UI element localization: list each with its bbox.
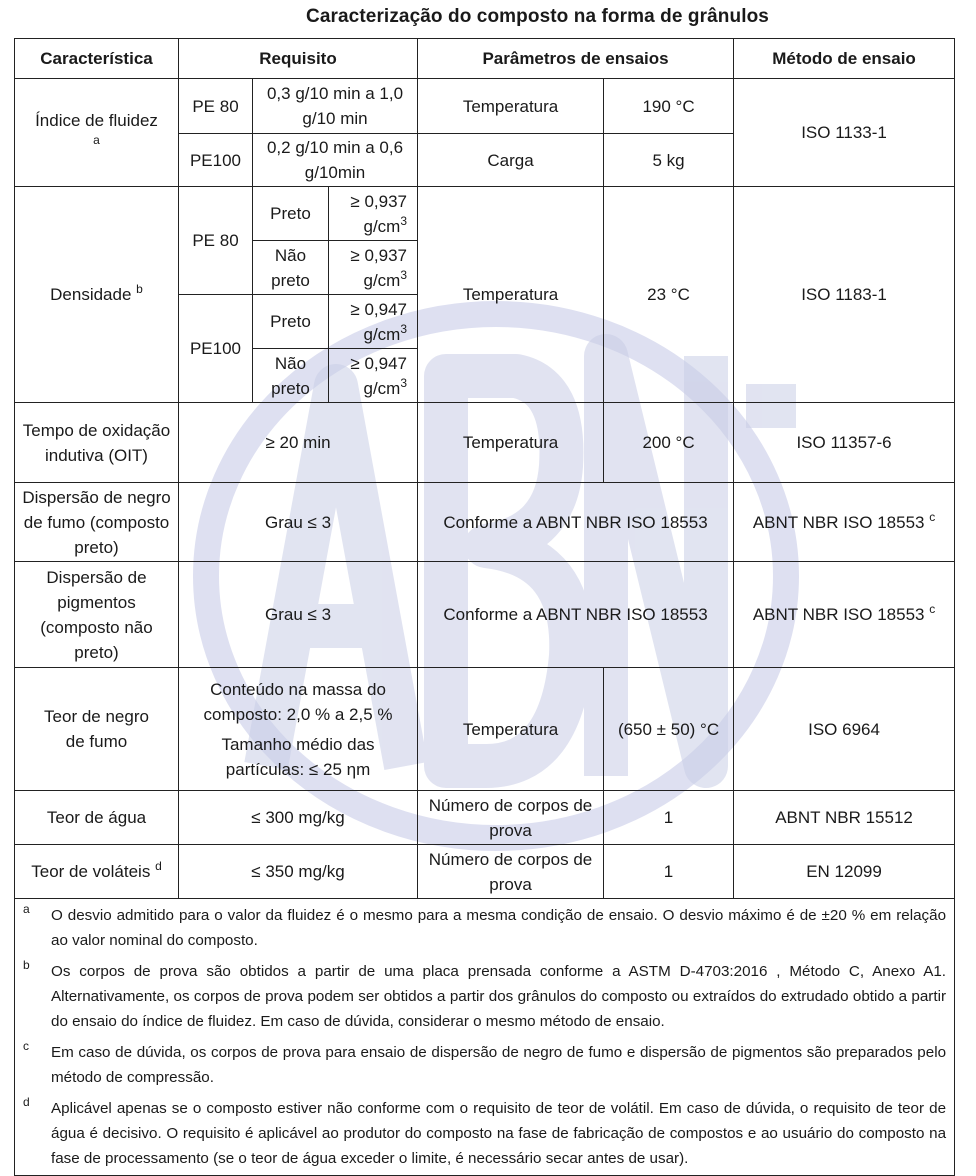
req-teor-negro-particulas: Tamanho médio das partículas: ≤ 25 ηm: [221, 734, 375, 779]
param-value-corpos-prova: 1: [604, 791, 734, 845]
footnote-b: b Os corpos de prova são obtidos a partir de uma placa prensada conforme a ASTM D-4703:2016 , Método C, Anexo A1. Alternativamente, os corpos de prova podem ser obtidos a partir dos grânulos do composto ou extraídos do extrudado obtido a partir do ensaio do índice de fluidez. Em caso de dúvida, considerar o mesmo método de ensaio.: [23, 958, 947, 1030]
table-row: [15, 845, 955, 899]
param-temperatura: Temperatura: [418, 79, 604, 134]
method-teor-agua: ABNT NBR 15512: [734, 791, 955, 845]
method-teor-negro-fumo: ISO 6964: [734, 668, 955, 791]
table-row: [15, 562, 955, 668]
param-value-corpos-prova: 1: [604, 845, 734, 899]
param-dispersao-negro-fumo: Conforme a ABNT NBR ISO 18553: [418, 483, 734, 562]
param-value-temperatura: (650 ± 50) °C: [604, 668, 734, 791]
table-row: [15, 483, 955, 562]
req-teor-negro-massa: Conteúdo na massa do composto: 2,0 % a 2,5 %: [203, 679, 393, 724]
header-requisito: Requisito: [179, 39, 418, 79]
densidade-pe80-nao-preto: ≥ 0,937 $g/cm^3$: [329, 241, 418, 295]
header-caracteristica: Característica: [15, 39, 179, 79]
param-value-temperatura: 190 °C: [604, 79, 734, 134]
param-corpos-prova: Número de corpos de prova: [418, 791, 604, 845]
footnote-ref-c: c: [929, 509, 936, 524]
param-value-carga: 5 kg: [604, 134, 734, 187]
method-oit: ISO 11357-6: [734, 403, 955, 483]
footnote-a: a O desvio admitido para o valor da fluidez é o mesmo para a mesma condição de ensaio. O desvio máximo é de ±20 % em relação ao valor nominal do composto.: [23, 902, 947, 949]
grade-pe100: PE100: [179, 134, 253, 187]
param-carga: Carga: [418, 134, 604, 187]
footnote-ref-b: b: [136, 282, 143, 296]
properties-table: [14, 38, 955, 1176]
param-temperatura: Temperatura: [418, 187, 604, 403]
footnote-ref-c: c: [929, 602, 936, 616]
req-teor-agua: ≤ 300 mg/kg: [179, 791, 418, 845]
densidade-pe100-nao-preto: ≥ 0,947 $g/cm^3$: [329, 349, 418, 403]
footnotes-row: [15, 899, 955, 1176]
method-fluidez: ISO 1133-1: [734, 79, 955, 187]
char-dispersao-negro-fumo: Dispersão de negro de fumo (composto preto): [15, 483, 179, 562]
grade-pe80: PE 80: [179, 187, 253, 295]
req-oit: ≥ 20 min: [179, 403, 418, 483]
method-dispersao-pigmentos: ABNT NBR ISO 18553 $^c$: [734, 562, 955, 668]
color-nao-preto: Não preto: [253, 241, 329, 295]
method-dispersao-negro-fumo: ABNT NBR ISO 18553 $^c$: [734, 483, 955, 562]
method-densidade: ISO 1183-1: [734, 187, 955, 403]
footnotes: [15, 899, 955, 1176]
table-title: Caracterização do composto na forma de grânulos: [306, 6, 769, 27]
char-teor-agua: Teor de água: [15, 791, 179, 845]
req-teor-volateis: ≤ 350 mg/kg: [179, 845, 418, 899]
color-nao-preto: Não preto: [253, 349, 329, 403]
table-row: [15, 79, 955, 134]
grade-pe80: PE 80: [179, 79, 253, 134]
req-dispersao-negro-fumo: Grau ≤ 3: [179, 483, 418, 562]
table-row: [15, 668, 955, 791]
param-dispersao-pigmentos: Conforme a ABNT NBR ISO 18553: [418, 562, 734, 668]
footnote-c: c Em caso de dúvida, os corpos de prova para ensaio de dispersão de negro de fumo e dispersão de pigmentos são preparados pelo método de compressão.: [23, 1039, 947, 1086]
table-row: [15, 403, 955, 483]
char-teor-negro-fumo: Teor de negro de fumo: [15, 668, 179, 791]
header-parametros: Parâmetros de ensaios: [418, 39, 734, 79]
char-fluidez: Índice de fluidez $^a$: [15, 79, 179, 187]
char-teor-volateis: Teor de voláteis $^d$: [15, 845, 179, 899]
color-preto: Preto: [253, 295, 329, 349]
method-teor-volateis: EN 12099: [734, 845, 955, 899]
densidade-pe80-preto: ≥ 0,937 $g/cm^3$: [329, 187, 418, 241]
char-oit: Tempo de oxidação indutiva (OIT): [15, 403, 179, 483]
header-row: [15, 39, 955, 79]
grade-pe100: PE100: [179, 295, 253, 403]
param-value-temperatura: 23 °C: [604, 187, 734, 403]
req-teor-negro-fumo: [179, 668, 418, 791]
param-value-temperatura: 200 °C: [604, 403, 734, 483]
header-metodo: Método de ensaio: [734, 39, 955, 79]
char-dispersao-pigmentos: Dispersão de pigmentos (composto não preto): [15, 562, 179, 668]
footnote-d: d Aplicável apenas se o composto estiver não conforme com o requisito de teor de volátil. Em caso de dúvida, o requisito de teor de água é decisivo. O requisito é aplicável ao produtor do composto na fase de fabricação de compostos e ao usuário do composto na fase de processamento (se o teor de água exceder o limite, é necessário secar antes de usar).: [23, 1095, 947, 1167]
fluidez-pe100-value: 0,2 g/10 min a 0,6 g/10min: [253, 134, 418, 187]
table-row: [15, 187, 955, 241]
req-dispersao-pigmentos: Grau ≤ 3: [179, 562, 418, 668]
param-corpos-prova: Número de corpos de prova: [418, 845, 604, 899]
param-temperatura: Temperatura: [418, 668, 604, 791]
densidade-pe100-preto: ≥ 0,947 $g/cm^3$: [329, 295, 418, 349]
color-preto: Preto: [253, 187, 329, 241]
footnote-ref-a: a: [93, 132, 100, 147]
param-temperatura: Temperatura: [418, 403, 604, 483]
char-densidade: Densidade $^b$: [15, 187, 179, 403]
table-row: [15, 791, 955, 845]
fluidez-pe80-value: 0,3 g/10 min a 1,0 g/10 min: [253, 79, 418, 134]
footnote-ref-d: d: [155, 859, 162, 873]
